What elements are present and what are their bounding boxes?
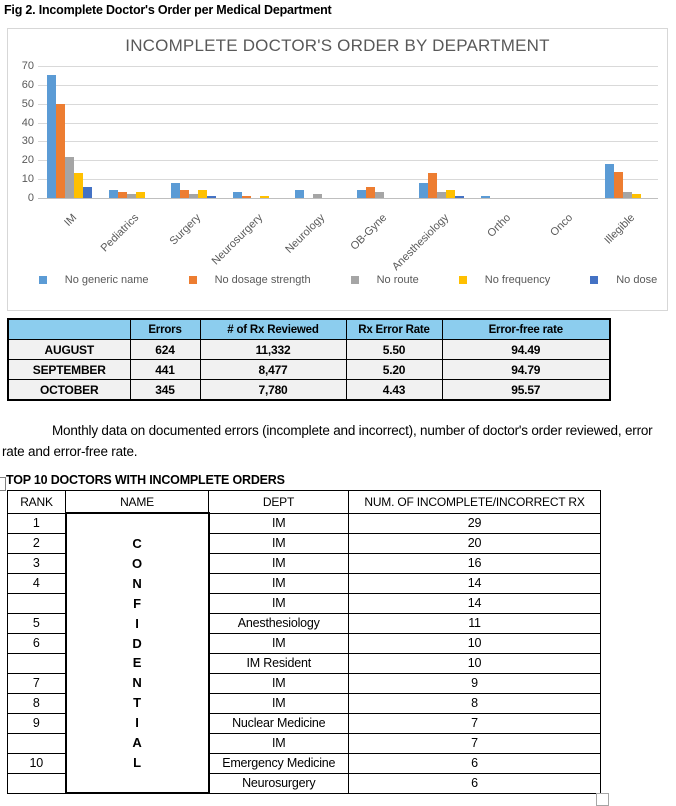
legend-label: No dosage strength (214, 274, 311, 286)
bar-pediatrics-no-generic-name (109, 190, 118, 198)
monthly-data-cell: 8,477 (200, 360, 346, 380)
rank-cell: 1 (8, 513, 66, 533)
bar-anesthesiology-no-generic-name (419, 183, 428, 198)
x-axis-label: Neurology (283, 211, 328, 256)
y-axis-tick: 70 (21, 60, 34, 72)
bar-neurosurgery-no-dosage-strength (242, 196, 251, 198)
bar-ortho-no-generic-name (481, 196, 490, 198)
rank-cell: 3 (8, 553, 66, 573)
monthly-data-cell: AUGUST (8, 340, 130, 360)
rank-cell: 7 (8, 673, 66, 693)
bar-im-no-dosage-strength (56, 104, 65, 198)
monthly-data-cell: 624 (130, 340, 200, 360)
gridline-0 (38, 198, 658, 199)
x-axis-label: Surgery (167, 211, 204, 248)
bar-im-no-generic-name (47, 75, 56, 198)
y-axis-tick: 0 (27, 192, 34, 204)
bar-im-no-dose (83, 187, 92, 198)
x-axis-label: OB-Gyne (348, 211, 390, 253)
num-cell: 16 (349, 553, 601, 573)
gridline-10 (38, 179, 658, 180)
dept-cell: IM (209, 533, 349, 553)
legend-swatch-icon (39, 276, 47, 284)
bar-pediatrics-no-dosage-strength (118, 192, 127, 198)
confidential-letter: I (135, 715, 139, 731)
bar-anesthesiology-no-dose (455, 196, 464, 198)
monthly-header-cell: Rx Error Rate (346, 319, 442, 340)
legend-item (590, 274, 657, 286)
confidential-letter: O (132, 555, 142, 571)
rank-cell: 8 (8, 693, 66, 713)
legend-label: No frequency (484, 274, 551, 286)
confidential-letter: T (133, 695, 141, 711)
top10-header-row (8, 491, 601, 514)
top10-table-header (8, 491, 601, 514)
bar-pediatrics-no-route (127, 194, 136, 198)
bar-neurology-no-route (313, 194, 322, 198)
x-axis-label: Ortho (485, 211, 514, 240)
bar-neurosurgery-no-frequency (260, 196, 269, 198)
bar-illegible-no-frequency (632, 194, 641, 198)
chart (7, 28, 668, 311)
top10-header-cell: NAME (66, 491, 209, 514)
confidential-letter: I (135, 615, 139, 631)
dept-cell: IM (209, 593, 349, 613)
bar-surgery-no-generic-name (171, 183, 180, 198)
num-cell: 29 (349, 513, 601, 533)
bar-ob-gyne-no-generic-name (357, 190, 366, 198)
monthly-data-cell: 95.57 (442, 380, 610, 401)
x-axis-label: Pediatrics (98, 211, 142, 255)
rank-cell: 6 (8, 633, 66, 653)
confidential-letter: D (132, 635, 142, 651)
monthly-data-cell: 345 (130, 380, 200, 401)
bar-im-no-route (65, 157, 74, 198)
top10-data-row (8, 513, 601, 533)
bar-illegible-no-dosage-strength (614, 172, 623, 198)
y-axis-tick: 30 (21, 135, 34, 148)
confidential-letter: N (132, 675, 142, 691)
monthly-data-cell: 11,332 (200, 340, 346, 360)
x-axis-label: Anesthesiology (390, 211, 452, 273)
num-cell: 10 (349, 653, 601, 673)
bar-surgery-no-route (189, 194, 198, 198)
num-cell: 6 (349, 753, 601, 773)
gridline-40 (38, 123, 658, 124)
confidential-letter: F (133, 595, 141, 611)
dept-cell: IM (209, 513, 349, 533)
bar-ob-gyne-no-dosage-strength (366, 187, 375, 198)
confidential-letter: C (132, 536, 142, 551)
dept-cell: IM (209, 553, 349, 573)
legend-label: No dose (616, 274, 658, 286)
chart-legend (38, 274, 658, 286)
legend-swatch-icon (351, 276, 359, 284)
legend-item (39, 274, 149, 286)
bar-anesthesiology-no-dosage-strength (428, 173, 437, 198)
rank-cell: 2 (8, 533, 66, 553)
monthly-header-cell: # of Rx Reviewed (200, 319, 346, 340)
num-cell: 10 (349, 633, 601, 653)
gridline-70 (38, 66, 658, 67)
rank-cell: 10 (8, 753, 66, 773)
rank-cell: 4 (8, 573, 66, 593)
num-cell: 8 (349, 693, 601, 713)
rank-cell (8, 773, 66, 793)
x-axis-label: Neurosurgery (209, 211, 266, 268)
monthly-header-cell: Errors (130, 319, 200, 340)
caption-paragraph: Monthly data on documented errors (incomplete and incorrect), number of doctor's order reviewed, error rate and error-free rate. (2, 423, 653, 459)
num-cell: 9 (349, 673, 601, 693)
rank-cell (8, 593, 66, 613)
confidential-letter: N (132, 575, 142, 591)
x-axis-label: Illegible (602, 211, 638, 247)
chart-plot (8, 29, 667, 310)
monthly-header-cell (8, 319, 130, 340)
bar-im-no-frequency (74, 173, 83, 198)
monthly-data-cell: 5.50 (346, 340, 442, 360)
monthly-data-cell: 441 (130, 360, 200, 380)
legend-swatch-icon (189, 276, 197, 284)
monthly-data-cell: 7,780 (200, 380, 346, 401)
y-axis-tick: 20 (21, 154, 34, 167)
dept-cell: Neurosurgery (209, 773, 349, 793)
legend-swatch-icon (459, 276, 467, 284)
dept-cell: IM (209, 693, 349, 713)
chart-title: INCOMPLETE DOCTOR'S ORDER BY DEPARTMENT (125, 36, 550, 55)
monthly-table-body (8, 340, 610, 401)
bar-anesthesiology-no-route (437, 192, 446, 198)
confidential-letter: A (132, 735, 142, 751)
dept-cell: Nuclear Medicine (209, 713, 349, 733)
rank-cell: 9 (8, 713, 66, 733)
y-axis-tick: 60 (21, 78, 34, 91)
dept-cell: Emergency Medicine (209, 753, 349, 773)
dept-cell: IM (209, 673, 349, 693)
monthly-header-cell: Error-free rate (442, 319, 610, 340)
monthly-data-cell: 94.49 (442, 340, 610, 360)
dept-cell: IM (209, 633, 349, 653)
num-cell: 7 (349, 713, 601, 733)
x-axis-label: Onco (548, 211, 576, 239)
num-cell: 11 (349, 613, 601, 633)
gridline-30 (38, 141, 658, 142)
table-resize-handle-icon (596, 793, 609, 806)
bar-surgery-no-dosage-strength (180, 190, 189, 198)
monthly-data-row (8, 360, 610, 380)
num-cell: 7 (349, 733, 601, 753)
rank-cell (8, 733, 66, 753)
top10-header-cell: NUM. OF INCOMPLETE/INCORRECT RX (349, 491, 601, 514)
num-cell: 6 (349, 773, 601, 793)
legend-label: No generic name (64, 274, 149, 286)
x-axis-label: IM (62, 211, 80, 229)
top10-table-body (8, 513, 601, 793)
figure-title: Fig 2. Incomplete Doctor's Order per Medical Department (4, 3, 332, 17)
bar-anesthesiology-no-frequency (446, 190, 455, 198)
rank-cell (8, 653, 66, 673)
legend-item (459, 274, 550, 286)
monthly-data-row (8, 340, 610, 360)
bar-neurology-no-generic-name (295, 190, 304, 198)
bar-surgery-no-frequency (198, 190, 207, 198)
num-cell: 14 (349, 573, 601, 593)
monthly-data-cell: 5.20 (346, 360, 442, 380)
dept-cell: Anesthesiology (209, 613, 349, 633)
monthly-data-cell: SEPTEMBER (8, 360, 130, 380)
legend-item (351, 274, 419, 286)
name-confidential-cell (66, 513, 209, 793)
monthly-data-cell: 94.79 (442, 360, 610, 380)
monthly-data-row (8, 380, 610, 401)
dept-cell: IM (209, 733, 349, 753)
confidential-overlay (69, 537, 206, 769)
confidential-letter: E (132, 655, 142, 671)
num-cell: 20 (349, 533, 601, 553)
top10-heading: TOP 10 DOCTORS WITH INCOMPLETE ORDERS (6, 473, 285, 487)
y-axis-tick: 10 (21, 173, 34, 186)
bar-illegible-no-route (623, 192, 632, 198)
legend-item (189, 274, 311, 286)
bar-neurosurgery-no-generic-name (233, 192, 242, 198)
legend-swatch-icon (590, 276, 598, 284)
bar-surgery-no-dose (207, 196, 216, 198)
top10-table (7, 490, 601, 794)
rank-cell: 5 (8, 613, 66, 633)
gridline-50 (38, 104, 658, 105)
top10-header-cell: DEPT (209, 491, 349, 514)
top10-header-cell: RANK (8, 491, 66, 514)
monthly-summary-table (7, 318, 611, 401)
num-cell: 14 (349, 593, 601, 613)
gridline-60 (38, 85, 658, 86)
confidential-letter: L (133, 754, 141, 770)
monthly-header-row (8, 319, 610, 340)
dept-cell: IM Resident (209, 653, 349, 673)
y-axis-tick: 50 (21, 97, 34, 110)
bar-ob-gyne-no-route (375, 192, 384, 198)
gridline-20 (38, 160, 658, 161)
monthly-table-header (8, 319, 610, 340)
monthly-data-cell: 4.43 (346, 380, 442, 401)
y-axis-tick: 40 (21, 116, 34, 129)
monthly-data-cell: OCTOBER (8, 380, 130, 401)
legend-label: No route (376, 274, 419, 286)
bar-illegible-no-generic-name (605, 164, 614, 198)
bar-pediatrics-no-frequency (136, 192, 145, 198)
dept-cell: IM (209, 573, 349, 593)
